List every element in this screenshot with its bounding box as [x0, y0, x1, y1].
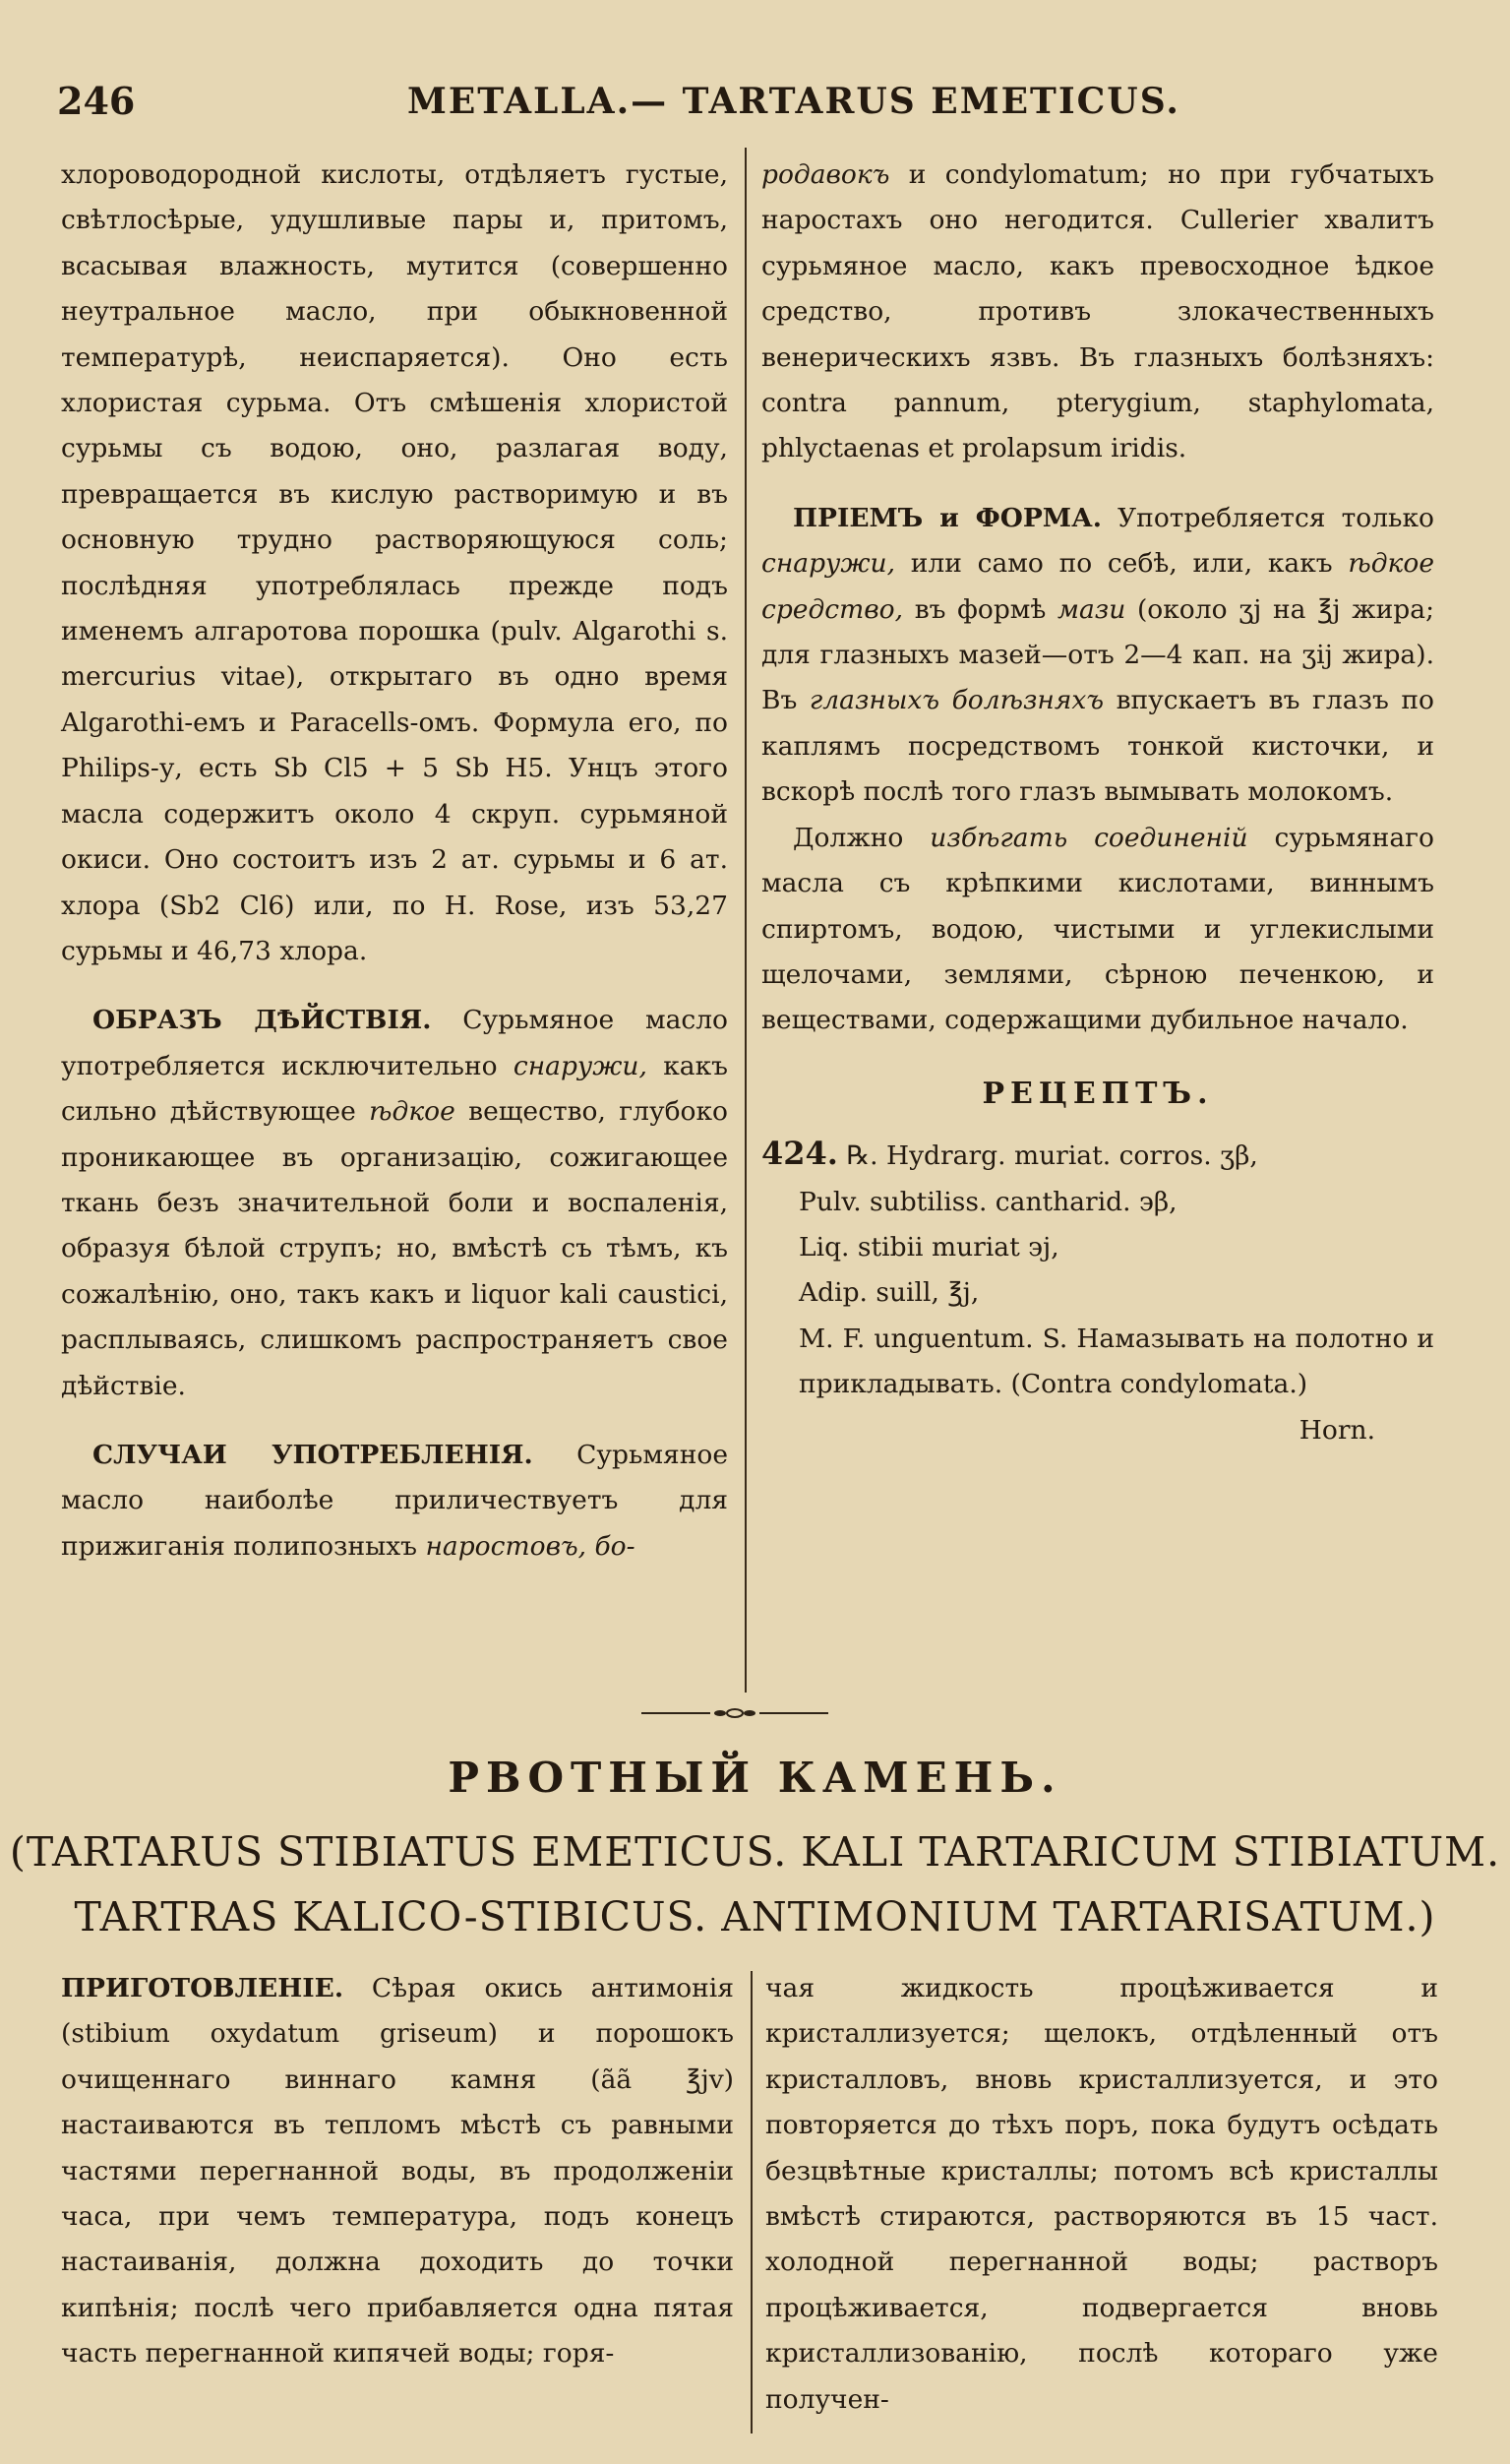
paragraph-antimony-oil: хлороводородной кислоты, отдѣляетъ густые, свѣтлосѣрые, удушливые пары и, притомъ, всасывая влажность, мутится (совершенно неутральное масло, при обыкновенной температурѣ, неиспаряется). Оно есть хлористая сурьма. Отъ смѣшенія хлористой сурьмы съ водою, оно, разлагая воду, превращается въ кислую растворимую и въ основную трудно растворяющуюся соль; послѣдняя употреблялась прежде подъ именемъ алгаротова порошка (pulv. Algarothi s. mercurius vitae), открытаго въ одно время Algarothi-емъ и Paracells-омъ. Формула его, по Philips-у, есть Sb Cl5 + 5 Sb H5. Унцъ этого масла содержитъ около 4 скруп. сурьмяной окиси. Оно состоитъ изъ 2 ат. сурьмы и 6 ат. хлора (Sb2 Cl6) или, по H. Rose, изъ 53,27 сурьмы и 46,73 хлора. [61, 159, 728, 966]
heading-preparation: ПРИГОТОВЛЕНІЕ. [61, 1973, 344, 2003]
text-run: вещество, глубоко проникающее въ организацію, сожигающее ткань безъ значительной боли и воспаленія, образуя бѣлой струпъ; но, вмѣстѣ съ тѣмъ, къ сожалѣнію, оно, такъ какъ и liquor kali caustici, расплываясь, слишкомъ распространяетъ свое дѣйствіе. [61, 1096, 728, 1401]
italic-run: снаружи, [761, 548, 896, 580]
heading-mode-of-action: ОБРАЗЪ ДѢЙСТВІЯ. [92, 1005, 432, 1036]
italic-run: наростовъ, бо- [425, 1530, 635, 1562]
italic-run: глазныхъ болѣзняхъ [809, 685, 1105, 716]
italic-run: родавокъ [761, 159, 890, 190]
recipe-line [761, 1131, 1434, 1179]
section-synonyms-line: TARTRAS KALICO-STIBICUS. ANTIMONIUM TARTARISATUM.) [74, 1893, 1436, 1940]
text-run: Сѣрая окись антимонія (stibium oxydatum griseum) и порошокъ очищеннаго виннаго камня (ãã ℥jv) настаиваются въ тепломъ мѣстѣ съ равными частями перегнанной воды, въ продолженіи часа, при чемъ температура, подъ конецъ настаиванія, должна доходить до точки кипѣнія; послѣ чего прибавляется одна пятая часть перегнанной кипячей воды; горя- [61, 1973, 734, 2370]
column-divider [751, 1971, 753, 2433]
recipe-heading: РЕЦЕПТЪ. [982, 1076, 1214, 1111]
page-number: 246 [57, 79, 136, 123]
text-run: Сурьмяное масло наиболѣе приличествуетъ для прижиганія полипозныхъ [61, 1439, 728, 1562]
text-run: или само по себѣ, или, какъ [895, 548, 1349, 580]
italic-run: ѣдкое средство, [761, 548, 1434, 625]
text-run: впускаетъ въ глазъ по каплямъ посредствомъ тонкой кисточки, и вскорѣ послѣ того глазъ вымывать молокомъ. [761, 685, 1434, 808]
running-head [57, 79, 1434, 138]
recipe-line: Adip. suill, ℥j, [799, 1277, 980, 1309]
heading-cases-of-use: СЛУЧАИ УПОТРЕБЛЕНІЯ. [92, 1439, 533, 1470]
text-run: Должно [793, 822, 931, 853]
italic-run: ѣдкое [369, 1096, 455, 1128]
text-run: сурьмянаго масла съ крѣпкими кислотами, виннымъ спиртомъ, водою, чистыми и углекислыми щелочами, землями, сѣрною печенкою, и веществами, содержащими дубильное начало. [761, 822, 1434, 1036]
text-run: (около ʒj на ℥j жира; для глазныхъ мазей—отъ 2—4 кап. на ʒij жира). Въ [761, 593, 1434, 716]
lower-right-column [765, 1966, 1438, 2423]
upper-left-column [61, 153, 728, 1570]
column-divider [745, 148, 747, 1693]
paragraph-dose-and-form [761, 496, 1434, 816]
section-title: РВОТНЫЙ КАМЕНЬ. [448, 1754, 1062, 1802]
recipe-line: M. F. unguentum. S. Намазывать на полотно и прикладывать. (Contra condylomata.) [799, 1323, 1434, 1400]
recipe-line: Pulv. subtiliss. cantharid. ϶β, [799, 1186, 1178, 1217]
text-run: Сурьмяное масло употребляется исключительно [61, 1005, 729, 1081]
italic-run: снаружи, [513, 1050, 647, 1081]
ornament-divider [641, 1706, 828, 1720]
recipe-number: 424. [761, 1135, 838, 1173]
italic-run: мази [1057, 593, 1126, 625]
section-synonyms-line: (TARTARUS STIBIATUS EMETICUS. KALI TARTARICUM STIBIATUM. [9, 1828, 1501, 1876]
text-run: ℞. Hydrarg. muriat. corros. ʒβ, [837, 1140, 1258, 1172]
paragraph-avoid-combinations [761, 816, 1434, 1044]
recipe-author: Horn. [1299, 1414, 1375, 1446]
text-run: какъ сильно дѣйствующее [61, 1050, 728, 1128]
recipe-line: Liq. stibii muriat ϶j, [799, 1231, 1059, 1263]
paragraph-cases-of-use [61, 1433, 728, 1570]
text-run: и condylomatum; но при губчатыхъ наростахъ оно негодится. Cullerier хвалитъ сурьмяное масло, какъ превосходное ѣдкое средство, противъ злокачественныхъ венерическихъ язвъ. Въ глазныхъ болѣзняхъ: contra pannum, pterygium, staphylomata, phlyctaenas et prolapsum iridis. [761, 159, 1434, 464]
paragraph-preparation [61, 1966, 734, 2377]
italic-run: избѣгать соединеній [930, 822, 1248, 853]
text-run: въ формѣ [903, 593, 1058, 625]
lower-left-column [61, 1966, 734, 2377]
running-head-title: METALLA.— TARTARUS EMETICUS. [407, 81, 1180, 122]
paragraph-continuation [761, 153, 1434, 472]
heading-dose-and-form: ПРІЕМЪ и ФОРМА. [793, 502, 1102, 533]
paragraph-mode-of-action [61, 998, 728, 1409]
text-run: Употребляется только [1101, 502, 1434, 533]
paragraph-preparation-continued: чая жидкость процѣживается и кристаллизуется; щелокъ, отдѣленный отъ кристалловъ, вновь кристаллизуется, и это повторяется до тѣхъ поръ, пока будутъ осѣдать безцвѣтные кристаллы; потомъ всѣ кристаллы вмѣстѣ стираются, растворяются въ 15 част. холодной перегнанной воды; растворъ процѣживается, подвергается вновь кристаллизованію, послѣ котораго уже получен- [765, 1973, 1438, 2415]
upper-right-column [761, 153, 1434, 1453]
